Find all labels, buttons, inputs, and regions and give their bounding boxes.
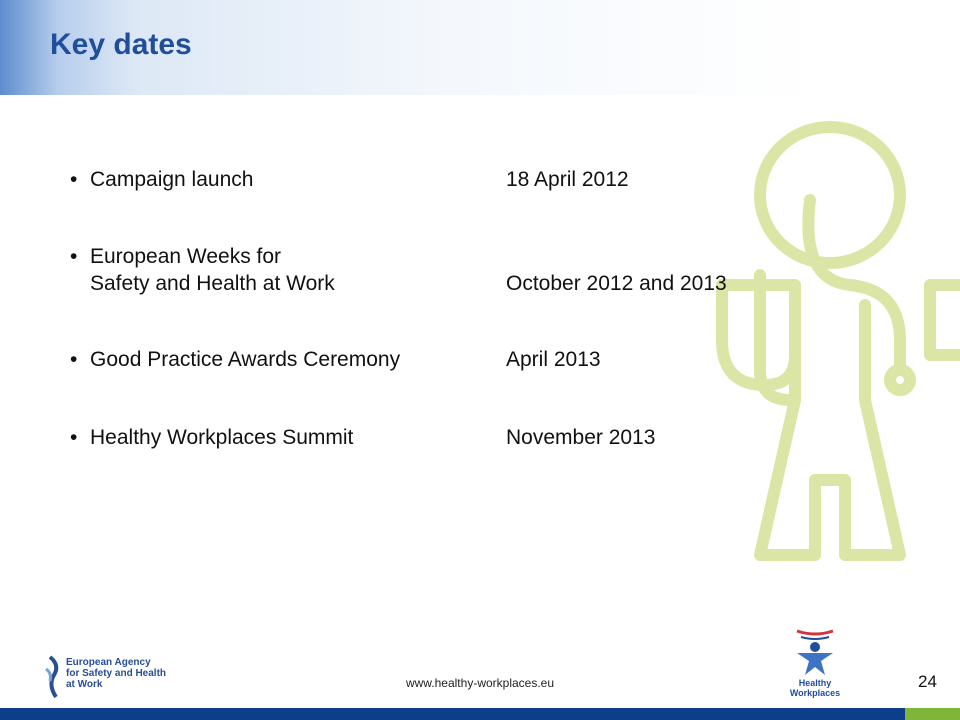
nurse-stethoscope-icon <box>700 100 960 600</box>
item-label: Healthy Workplaces Summit <box>90 426 354 449</box>
slide-title: Key dates <box>50 28 192 61</box>
campaign-logo-text: Healthy Workplaces <box>789 678 841 698</box>
item-date: April 2013 <box>506 348 601 371</box>
item-date: November 2013 <box>506 426 656 449</box>
footer-accent-bar <box>905 708 960 720</box>
item-label: Good Practice Awards Ceremony <box>90 348 401 371</box>
item-date: October 2012 and 2013 <box>506 272 727 295</box>
item-date: 18 April 2012 <box>506 168 629 191</box>
footer-url: www.healthy-workplaces.eu <box>405 676 555 690</box>
footer-bar <box>0 708 960 720</box>
bullet: • <box>70 168 78 191</box>
bullet: • <box>70 348 78 371</box>
bullet: • <box>70 426 78 449</box>
page-number: 24 <box>918 672 937 691</box>
agency-logo-text: European Agency for Safety and Health at Work <box>66 657 167 690</box>
item-label: Campaign launch <box>90 168 254 191</box>
item-label: European Weeks for Safety and Health at Work <box>90 245 335 295</box>
healthy-workplaces-logo <box>775 625 855 698</box>
bullet: • <box>70 245 78 268</box>
healthy-workplaces-figure-icon <box>775 625 855 677</box>
